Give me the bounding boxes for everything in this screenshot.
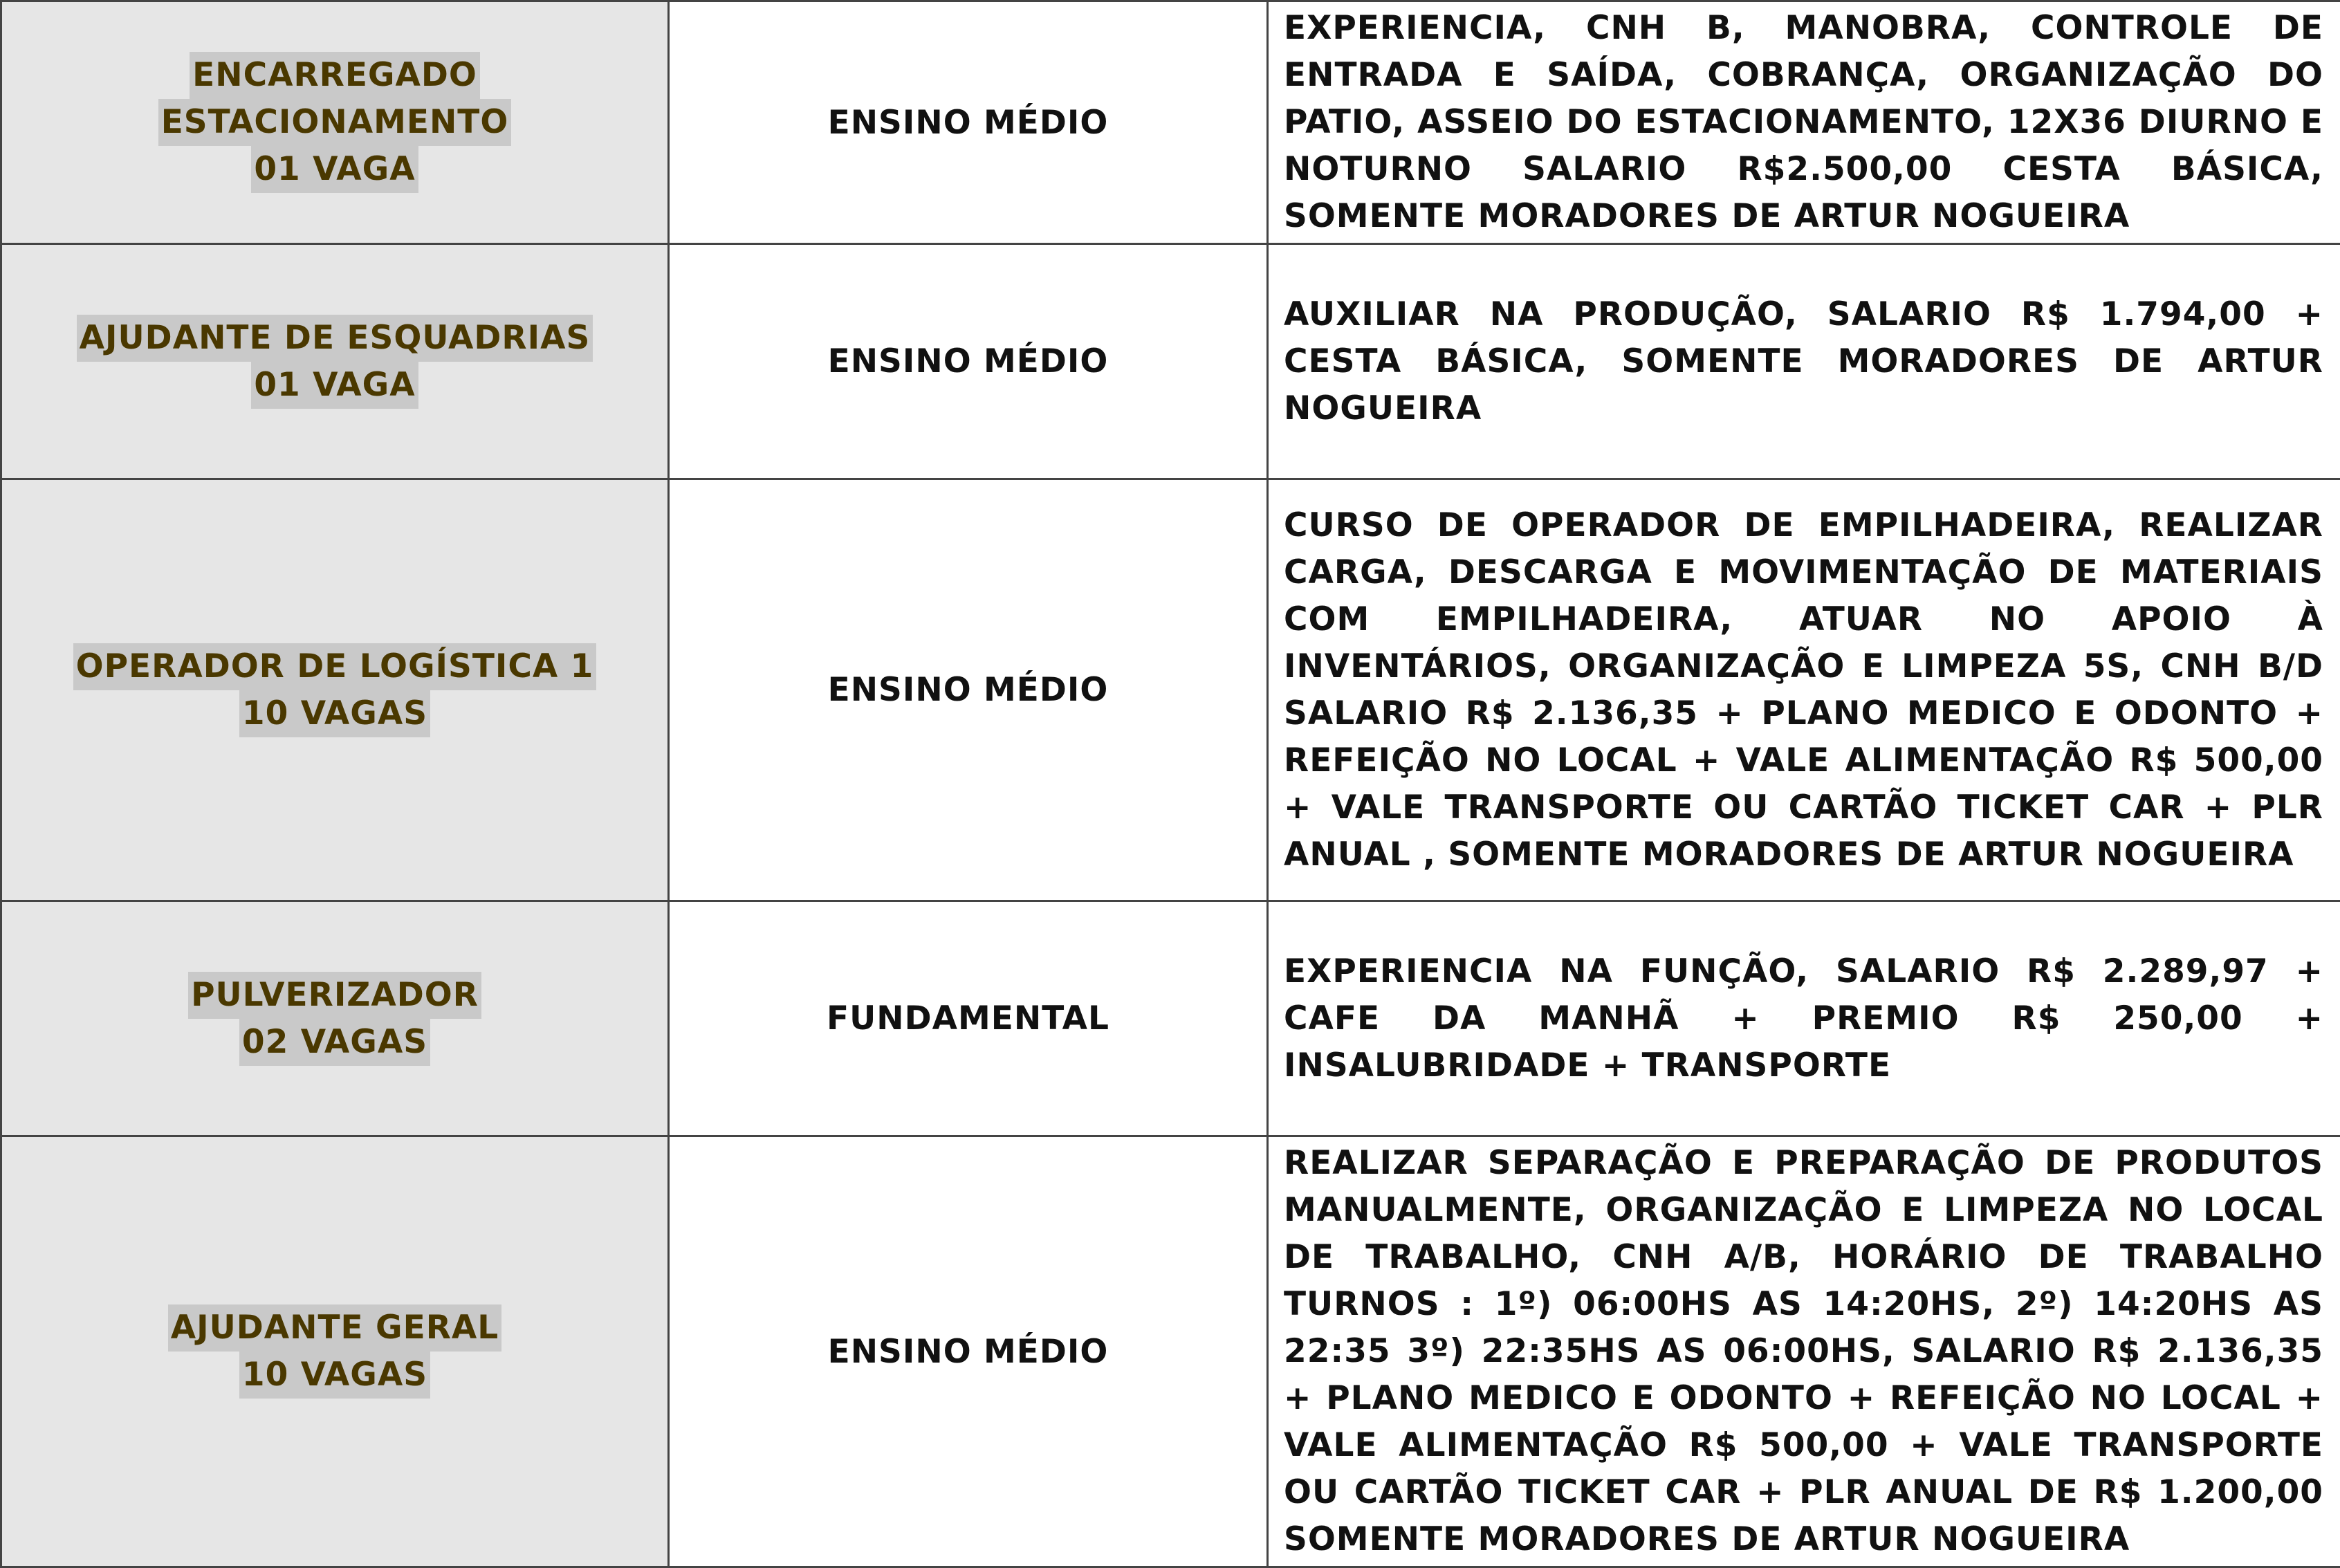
vacancy-count: 01 VAGA [251,146,418,193]
job-title-line: ENCARREGADO [190,52,480,99]
requirements-cell: EXPERIENCIA NA FUNÇÃO, SALARIO R$ 2.289,97 + CAFE DA MANHÃ + PREMIO R$ 250,00 + INSALUBRIDADE + TRANSPORTE [1268,901,2340,1136]
requirements-cell: EXPERIENCIA, CNH B, MANOBRA, CONTROLE DE ENTRADA E SAÍDA, COBRANÇA, ORGANIZAÇÃO DO PATIO, ASSEIO DO ESTACIONAMENTO, 12X36 DIURNO E NOTURNO SALARIO R$2.500,00 CESTA BÁSICA, SOMENTE MORADORES DE ARTUR NOGUEIRA [1268,1,2340,244]
vacancy-count: 01 VAGA [251,362,418,409]
job-title-line: AJUDANTE GERAL [168,1304,501,1352]
job-title-line: AJUDANTE DE ESQUADRIAS [77,315,593,362]
education-cell: FUNDAMENTAL [669,901,1268,1136]
vacancy-count: 02 VAGAS [239,1019,430,1066]
requirements-cell: AUXILIAR NA PRODUÇÃO, SALARIO R$ 1.794,00 + CESTA BÁSICA, SOMENTE MORADORES DE ARTUR NOGUEIRA [1268,244,2340,479]
job-title-cell [1,244,669,479]
job-title-cell [1,901,669,1136]
education-cell: ENSINO MÉDIO [669,479,1268,901]
job-title-line: PULVERIZADOR [188,972,481,1019]
table-row [1,1136,2340,1567]
vacancy-count: 10 VAGAS [239,1352,430,1399]
requirements-cell: REALIZAR SEPARAÇÃO E PREPARAÇÃO DE PRODUTOS MANUALMENTE, ORGANIZAÇÃO E LIMPEZA NO LOCAL DE TRABALHO, CNH A/B, HORÁRIO DE TRABALHO TURNOS : 1º) 06:00HS AS 14:20HS, 2º) 14:20HS AS 22:35 3º) 22:35HS AS 06:00HS, SALARIO R$ 2.136,35 + PLANO MEDICO E ODONTO + REFEIÇÃO NO LOCAL + VALE ALIMENTAÇÃO R$ 500,00 + VALE TRANSPORTE OU CARTÃO TICKET CAR + PLR ANUAL DE R$ 1.200,00 SOMENTE MORADORES DE ARTUR NOGUEIRA [1268,1136,2340,1567]
table-row [1,1,2340,244]
job-title-line: ESTACIONAMENTO [158,99,512,146]
education-cell: ENSINO MÉDIO [669,1,1268,244]
education-cell: ENSINO MÉDIO [669,244,1268,479]
table-row [1,901,2340,1136]
education-cell: ENSINO MÉDIO [669,1136,1268,1567]
job-title-cell [1,1,669,244]
vacancy-count: 10 VAGAS [239,690,430,737]
table-row [1,244,2340,479]
job-title-cell [1,1136,669,1567]
table-row [1,479,2340,901]
job-title-cell [1,479,669,901]
job-title-line: OPERADOR DE LOGÍSTICA 1 [73,643,597,690]
requirements-cell: CURSO DE OPERADOR DE EMPILHADEIRA, REALIZAR CARGA, DESCARGA E MOVIMENTAÇÃO DE MATERIAIS COM EMPILHADEIRA, ATUAR NO APOIO À INVENTÁRIOS, ORGANIZAÇÃO E LIMPEZA 5S, CNH B/D SALARIO R$ 2.136,35 + PLANO MEDICO E ODONTO + REFEIÇÃO NO LOCAL + VALE ALIMENTAÇÃO R$ 500,00 + VALE TRANSPORTE OU CARTÃO TICKET CAR + PLR ANUAL , SOMENTE MORADORES DE ARTUR NOGUEIRA [1268,479,2340,901]
